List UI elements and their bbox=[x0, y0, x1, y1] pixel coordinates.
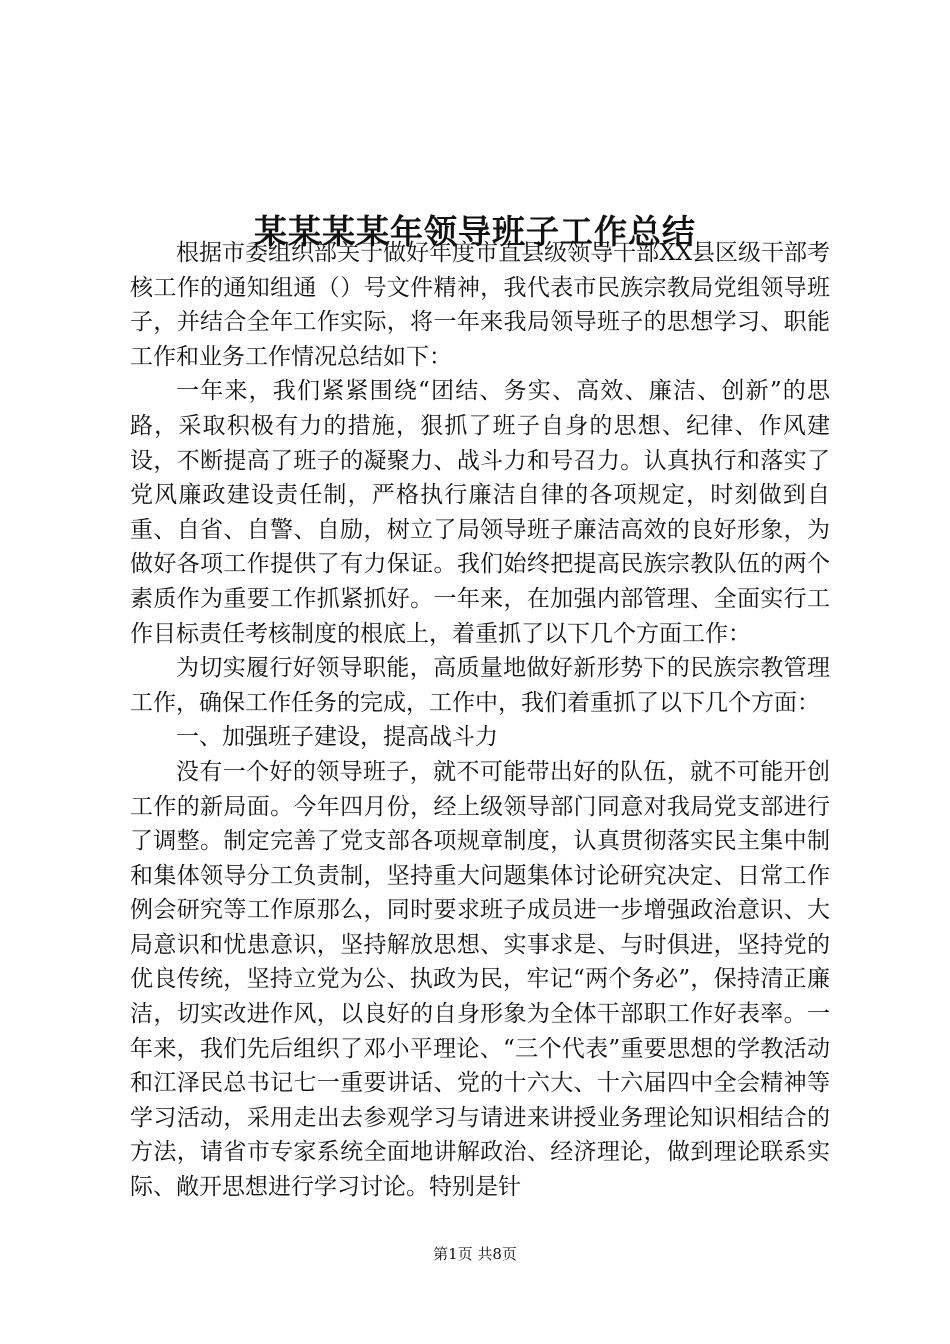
paragraph-intro: 根据市委组织部关于做好年度市直县级领导干部XX县区级干部考核工作的通知组通（）号文件精神，我代表市民族宗教局党组领导班子，并结合全年工作实际，将一年来我局领导班子的思想学习、职能工作和业务工作情况总结如下： bbox=[130, 240, 830, 370]
paragraph-focus: 为切实履行好领导职能，高质量地做好新形势下的民族宗教管理工作，确保工作任务的完成，工作中，我们着重抓了以下几个方面： bbox=[130, 655, 830, 716]
page-footer: 第1页 共8页 bbox=[433, 1245, 517, 1263]
section-heading-1: 一、加强班子建设，提高战斗力 bbox=[176, 724, 498, 751]
document-title: 某某某某年领导班子工作总结 bbox=[254, 212, 696, 252]
paragraph-overview: 一年来，我们紧紧围绕“团结、务实、高效、廉洁、创新”的思路，采取积极有力的措施，狠抓了班子自身的思想、纪律、作风建设，不断提高了班子的凝聚力、战斗力和号召力。认真执行和落实了党风廉政建设责任制，严格执行廉洁自律的各项规定，时刻做到自重、自省、自警、自励，树立了局领导班子廉洁高效的良好形象，为做好各项工作提供了有力保证。我们始终把提高民族宗教队伍的两个素质作为重要工作抓紧抓好。一年来，在加强内部管理、全面实行工作目标责任考核制度的根底上，着重抓了以下几个方面工作： bbox=[130, 378, 830, 647]
paragraph-team-building: 没有一个好的领导班子，就不可能带出好的队伍，就不可能开创工作的新局面。今年四月份，经上级领导部门同意对我局党支部进行了调整。制定完善了党支部各项规章制度，认真贯彻落实民主集中制和集体领导分工负责制，坚持重大问题集体讨论研究决定、日常工作例会研究等工作原那么，同时要求班子成员进一步增强政治意识、大局意识和忧患意识，坚持解放思想、实事求是、与时俱进，坚持党的优良传统，坚持立党为公、执政为民，牢记“两个务必”，保持清正廉洁，切实改进作风，以良好的自身形象为全体干部职工作好表率。一年来，我们先后组织了邓小平理论、“三个代表”重要思想的学教活动和江泽民总书记七一重要讲话、党的十六大、十六届四中全会精神等学习活动，采用走出去参观学习与请进来讲授业务理论知识相结合的方法，请省市专家系统全面地讲解政治、经济理论，做到理论联系实际、敞开思想进行学习讨论。特别是针 bbox=[130, 758, 830, 1201]
document-body bbox=[130, 236, 830, 1205]
